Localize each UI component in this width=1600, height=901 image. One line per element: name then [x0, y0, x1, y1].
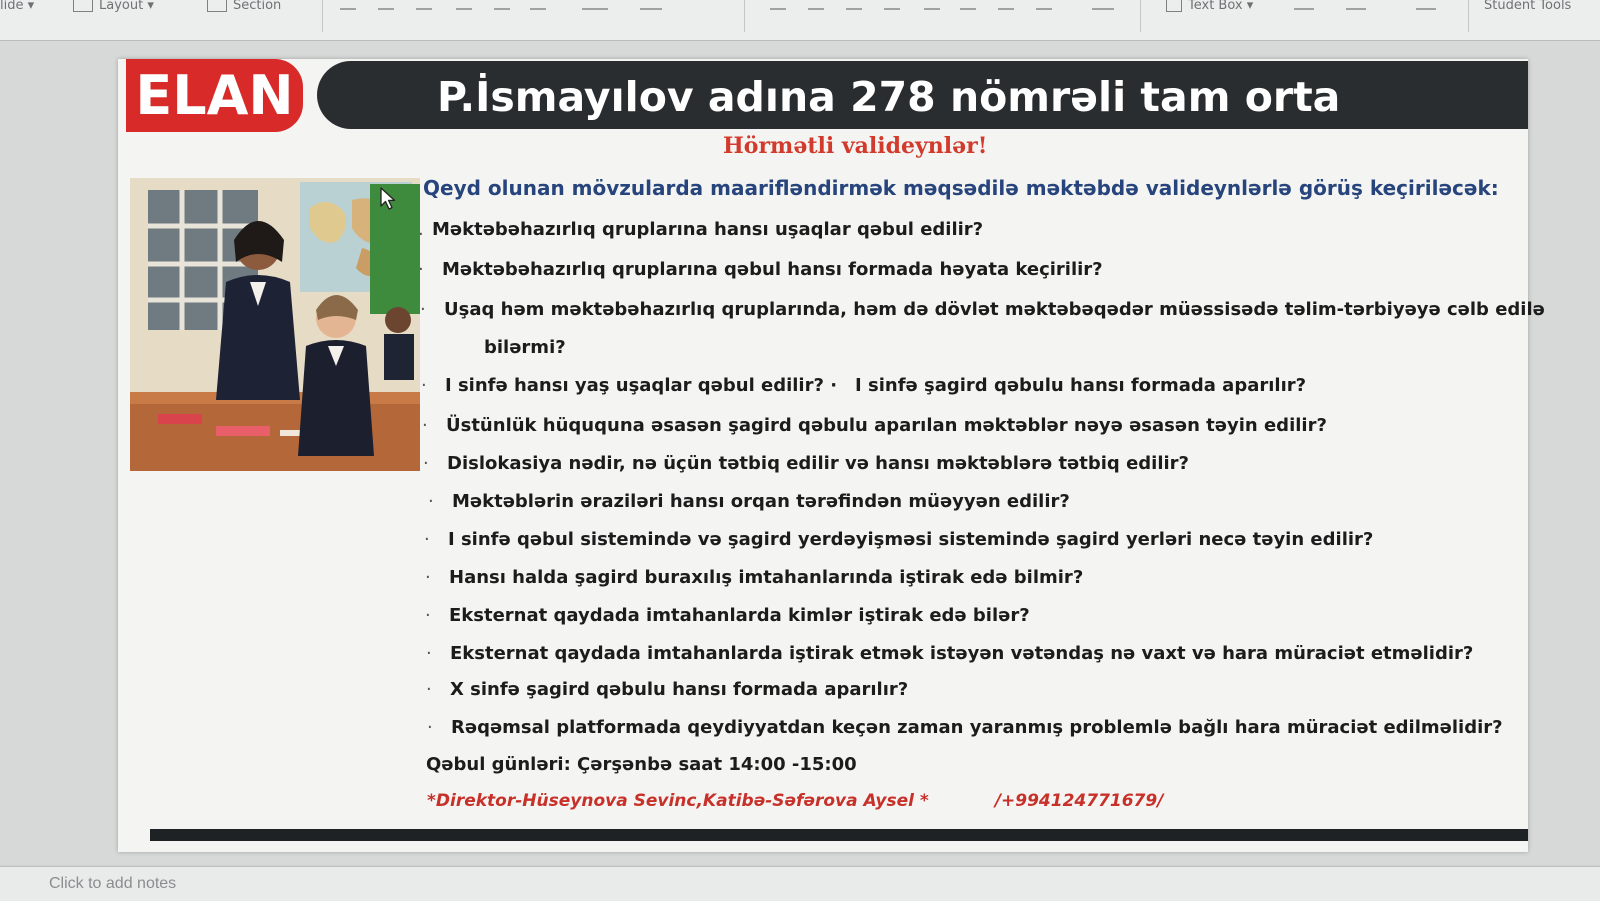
underline-icon[interactable] — [416, 0, 432, 10]
ribbon-divider — [744, 0, 745, 32]
arrange-icon[interactable] — [1294, 0, 1314, 10]
list-item — [425, 567, 1084, 588]
list-item — [426, 679, 909, 700]
textbox-icon — [1166, 0, 1182, 12]
ribbon-divider — [1468, 0, 1469, 32]
question-text: I sinfə şagird qəbulu hansı formada aparılır? — [855, 375, 1307, 396]
numbering-icon[interactable] — [998, 0, 1014, 10]
shape-fill-icon[interactable] — [1346, 0, 1366, 10]
elan-badge: ELAN — [126, 59, 303, 132]
bullet-icon: · — [425, 567, 431, 588]
bullet-icon: · — [424, 529, 430, 550]
question-text: Eksternat qaydada imtahanlarda kimlər iştirak edə bilər? — [449, 605, 1030, 626]
section-icon — [207, 0, 227, 12]
list-item — [420, 299, 1545, 320]
slide-canvas[interactable] — [118, 59, 1545, 852]
bullet-icon: · — [420, 299, 426, 320]
student-tools-button[interactable] — [1484, 0, 1571, 14]
strikethrough-icon[interactable] — [456, 0, 472, 10]
intro-line: Qeyd olunan mövzularda maarifləndirmək məqsədilə məktəbdə valideynlərlə görüş keçiriləcək: — [423, 176, 1499, 200]
question-text: Məktəblərin əraziləri hansı orqan tərəfindən müəyyən edilir? — [452, 491, 1070, 512]
slide-menu-label: lide — [0, 0, 24, 13]
question-text: I sinfə qəbul sistemində və şagird yerdəyişməsi sistemində şagird yerləri necə təyin edilir? — [448, 529, 1374, 550]
bullet-icon: · — [427, 717, 433, 738]
list-item — [418, 259, 1103, 280]
phone-number: /+994124771679/ — [994, 791, 1164, 811]
shadow-icon[interactable] — [494, 0, 510, 10]
greeting-heading: Hörmətli valideynlər! — [723, 133, 988, 159]
contact-names: *Direktor-Hüseynova Sevinc,Katibə-Səfərova Aysel * — [427, 791, 929, 811]
text-direction-icon[interactable] — [1092, 0, 1114, 10]
slide-editing-area — [0, 41, 1600, 865]
question-text: Rəqəmsal platformada qeydiyyatdan keçən zaman yaranmış problemlə bağlı hara müraciət edilməlidir? — [451, 717, 1503, 738]
list-item — [418, 219, 984, 240]
ribbon-toolbar — [0, 0, 1600, 41]
section-button[interactable] — [207, 0, 281, 14]
classroom-photo — [130, 178, 420, 471]
bullet-icon: · — [423, 453, 429, 474]
list-item — [421, 375, 1307, 396]
list-item — [425, 605, 1030, 626]
ribbon-divider — [322, 0, 323, 32]
layout-label: Layout — [99, 0, 144, 13]
align-center-icon[interactable] — [808, 0, 824, 10]
student-tools-label: Student Tools — [1484, 0, 1572, 13]
align-left-icon[interactable] — [770, 0, 786, 10]
ribbon-divider — [1140, 0, 1141, 32]
mouse-cursor-icon — [380, 187, 396, 211]
italic-icon[interactable] — [378, 0, 394, 10]
section-label: Section — [233, 0, 282, 13]
list-item — [427, 717, 1503, 738]
bullet-icon: · — [418, 259, 424, 280]
question-text: Məktəbəhazırlıq qruplarına qəbul hansı formada həyata keçirilir? — [442, 259, 1103, 280]
contact-line — [427, 791, 1163, 811]
notes-placeholder[interactable]: Click to add notes — [49, 875, 177, 892]
justify-icon[interactable] — [884, 0, 900, 10]
textbox-label: Text Box — [1188, 0, 1243, 13]
question-continuation: bilərmi? — [484, 337, 566, 358]
bullet-icon: · — [422, 415, 428, 436]
footer-bar — [150, 829, 1528, 841]
question-text: I sinfə hansı yaş uşaqlar qəbul edilir? · — [445, 375, 838, 396]
slide-menu-button[interactable]: lide ▾ — [0, 0, 35, 13]
bullet-icon: · — [428, 491, 434, 512]
bullet-icon: · — [426, 679, 432, 700]
textbox-button[interactable]: Text Box ▾ — [1166, 0, 1253, 14]
bullet-icon: · — [425, 605, 431, 626]
question-text: X sinfə şagird qəbulu hansı formada aparılır? — [450, 679, 909, 700]
reception-schedule: Qəbul günləri: Çərşənbə saat 14:00 -15:00 — [426, 754, 857, 775]
align-right-icon[interactable] — [846, 0, 862, 10]
bullets-icon[interactable] — [960, 0, 976, 10]
bullet-icon: . — [418, 219, 424, 240]
line-spacing-icon[interactable] — [1036, 0, 1052, 10]
columns-icon[interactable] — [924, 0, 940, 10]
title-banner — [317, 61, 1528, 129]
question-text: Məktəbəhazırlıq qruplarına hansı uşaqlar qəbul edilir? — [432, 219, 984, 240]
bullet-icon: · — [426, 643, 432, 664]
question-text: Uşaq həm məktəbəhazırlıq qruplarında, həm də dövlət məktəbəqədər müəssisədə təlim-tərbiyəyə cəlb edilə — [444, 299, 1545, 320]
list-item — [426, 643, 1474, 664]
list-item — [422, 415, 1327, 436]
question-text: Dislokasiya nədir, nə üçün tətbiq edilir və hansı məktəblərə tətbiq edilir? — [447, 453, 1189, 474]
highlight-icon[interactable] — [640, 0, 662, 10]
font-color-icon[interactable] — [582, 0, 608, 10]
list-item — [424, 529, 1374, 550]
notes-pane[interactable] — [0, 866, 1600, 901]
list-item — [428, 491, 1070, 512]
question-text: Eksternat qaydada imtahanlarda iştirak etmək istəyən vətəndaş nə vaxt və hara müraciət etməlidir? — [450, 643, 1474, 664]
bullet-icon: · — [421, 375, 427, 396]
list-item — [423, 453, 1189, 474]
question-text: Üstünlük hüququna əsasən şagird qəbulu aparılan məktəblər nəyə əsasən təyin edilir? — [446, 415, 1327, 436]
question-text: Hansı halda şagird buraxılış imtahanlarında iştirak edə bilmir? — [449, 567, 1084, 588]
clear-format-icon[interactable] — [530, 0, 546, 10]
shape-outline-icon[interactable] — [1416, 0, 1436, 10]
layout-icon — [73, 0, 93, 12]
bold-icon[interactable] — [340, 0, 356, 10]
slide-title: P.İsmayılov adına 278 nömrəli tam orta — [437, 73, 1341, 121]
layout-button[interactable]: Layout ▾ — [73, 0, 154, 14]
